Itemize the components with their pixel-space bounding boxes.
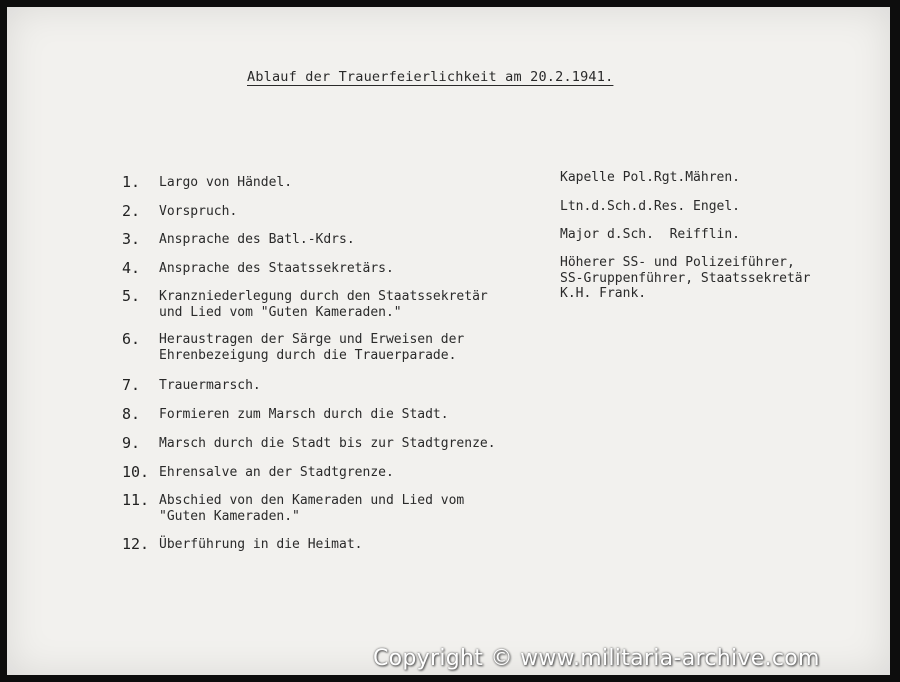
performer-text: Major d.Sch. Reifflin. [560,227,741,242]
item-text: Formieren zum Marsch durch die Stadt. [159,407,449,422]
item-text: Marsch durch die Stadt bis zur Stadtgrenze. [159,436,496,451]
item-text: Trauermarsch. [159,378,261,393]
item-number: 8. [122,405,141,423]
item-text: Largo von Händel. [159,175,293,190]
item-text: Überführung in die Heimat. [159,537,363,552]
item-text: Ehrensalve an der Stadtgrenze. [159,465,394,480]
item-number: 12. [122,535,150,553]
document-title: Ablauf der Trauerfeierlichkeit am 20.2.1941. [247,69,614,85]
item-text: Vorspruch. [159,204,238,219]
item-number: 9. [122,434,141,452]
item-number: 7. [122,376,141,394]
item-number: 4. [122,259,141,277]
item-text: Abschied von den Kameraden und Lied vom "Guten Kameraden." [159,493,465,524]
item-text: Ansprache des Staatssekretärs. [159,261,394,276]
item-text: Ansprache des Batl.-Kdrs. [159,232,355,247]
item-number: 1. [122,173,141,191]
item-text: Kranzniederlegung durch den Staatssekretär und Lied vom "Guten Kameraden." [159,289,488,320]
item-number: 6. [122,330,141,348]
document-page [7,7,890,675]
copyright-watermark: Copyright © www.militaria-archive.com [373,646,820,671]
item-number: 2. [122,202,141,220]
performer-text: Kapelle Pol.Rgt.Mähren. [560,170,741,185]
item-number: 3. [122,230,141,248]
performer-text: Höherer SS- und Polizeiführer, SS-Gruppenführer, Staatssekretär K.H. Frank. [560,255,811,301]
performer-text: Ltn.d.Sch.d.Res. Engel. [560,199,741,214]
item-number: 11. [122,491,150,509]
item-text: Heraustragen der Särge und Erweisen der Ehrenbezeigung durch die Trauerparade. [159,332,465,363]
item-number: 10. [122,463,150,481]
item-number: 5. [122,287,141,305]
